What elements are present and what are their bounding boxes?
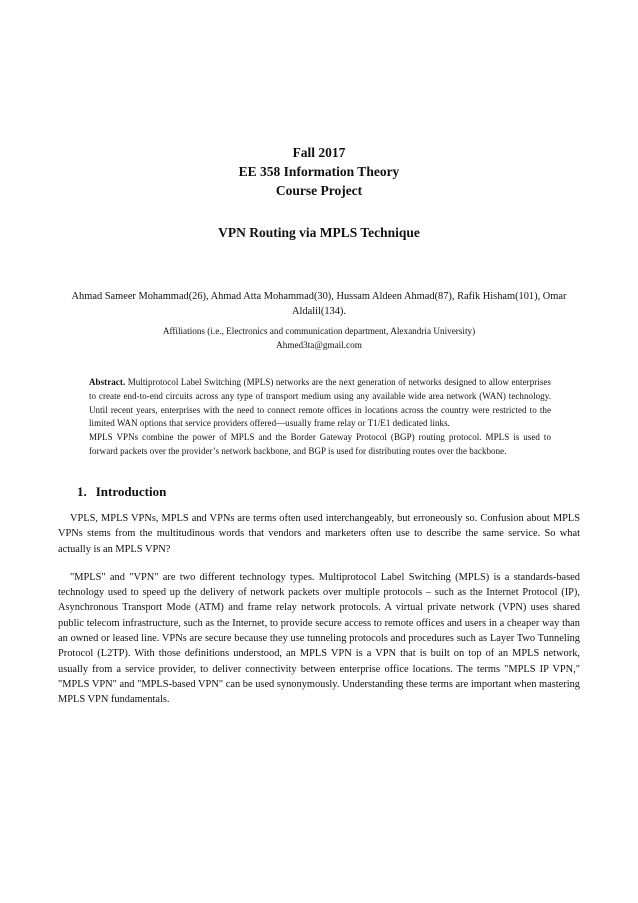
intro-paragraph-1: VPLS, MPLS VPNs, MPLS and VPNs are terms often used interchangeably, but erroneously so. Confusion about MPLS VPNs stems from the multitudinous words that vendors and marketers often use to describe the same service. So what actually is an MPLS VPN? — [58, 513, 580, 555]
abstract-label: Abstract. — [89, 377, 126, 387]
abstract-paragraph-1 — [89, 376, 551, 431]
contact-email: Ahmed3ta@gmail.com — [276, 340, 362, 350]
abstract-paragraph-2: MPLS VPNs combine the power of MPLS and the Border Gateway Protocol (BGP) routing protocol. MPLS is used to forward packets over the provider’s network backbone, and BGP is used for distributing routes over the backbone. — [89, 432, 551, 456]
intro-paragraph-2: "MPLS" and "VPN" are two different technology types. Multiprotocol Label Switching (MPLS) is a standards-based technology used to speed up the delivery of network packets over multiple protocols – such as the Internet Protocol (IP), Asynchronous Transport Mode (ATM) and frame relay network protocols. A virtual private network (VPN) uses shared public telecom infrastructure, such as the Internet, to provide secure access to remote offices and users in a cheaper way than an owned or leased line. VPNs are secure because they use tunneling protocols and procedures such as Layer Two Tunneling Protocol (L2TP). With those definitions understood, an MPLS VPN is a VPN that is built on top of an MPLS network, usually from a service provider, to deliver connectivity between enterprise office locations. The terms "MPLS IP VPN," "MPLS VPN" and "MPLS-based VPN" can be used synonymously. Understanding these terms are important when mastering MPLS VPN fundamentals. — [58, 571, 580, 706]
course-header — [0, 143, 638, 200]
paper-title: VPN Routing via MPLS Technique — [218, 225, 420, 240]
affiliation-block — [58, 324, 580, 352]
affiliation-line: Affiliations (i.e., Electronics and communication department, Alexandria University) — [162, 326, 476, 336]
abstract — [89, 376, 551, 459]
abstract-text-1: Multiprotocol Label Switching (MPLS) networks are the next generation of networks designed to allow enterprises to create end-to-end circuits across any type of transport medium using any available wide area network (WAN) technology. Until recent years, enterprises with the need to connect remote offices in locations across the country were restricted to the limited WAN options that service providers offered—usually frame relay or T1/E1 dedicated links. — [89, 377, 551, 429]
project-line: Course Project — [275, 183, 363, 198]
section-number: 1. — [77, 484, 87, 499]
term-line: Fall 2017 — [292, 145, 346, 160]
course-line: EE 358 Information Theory — [238, 164, 400, 179]
author-list: Ahmad Sameer Mohammad(26), Ahmad Atta Mohammad(30), Hussam Aldeen Ahmad(87), Rafik Hisham(101), Omar Aldalil(134). — [71, 291, 567, 317]
section-title: Introduction — [95, 484, 167, 499]
introduction-body — [58, 511, 580, 721]
section-heading-introduction — [77, 484, 166, 500]
